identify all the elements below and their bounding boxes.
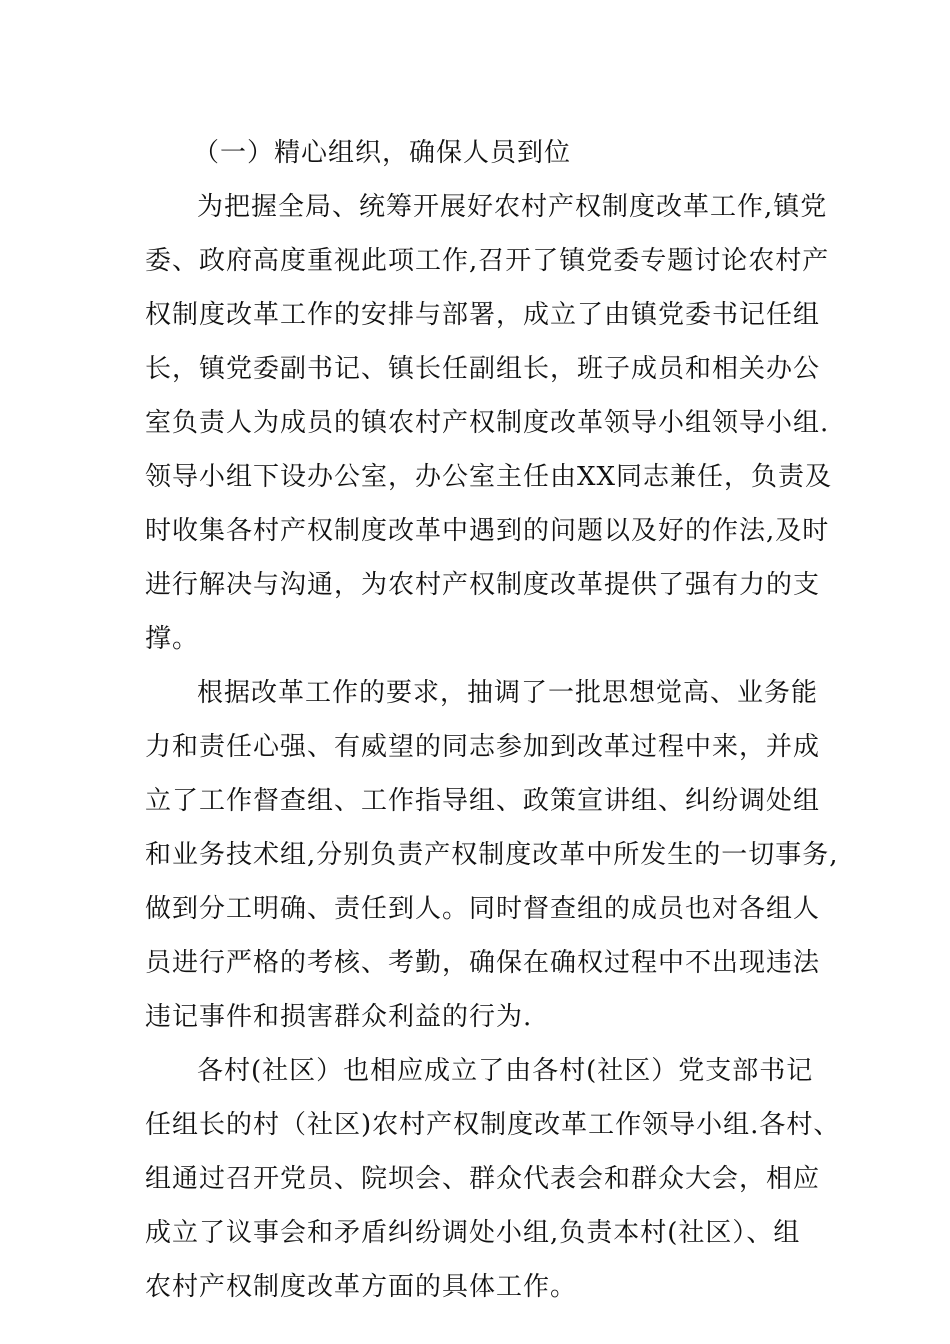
document-body [145,126,841,1314]
paragraph-line: 室负责人为成员的镇农村产权制度改革领导小组领导小组. [145,408,830,438]
paragraph-line: 领导小组下设办公室，办公室主任由XX同志兼任，负责及 [145,462,833,492]
paragraph-line: 委、政府高度重视此项工作,召开了镇党委专题讨论农村产 [145,246,830,276]
paragraph-line: 违记事件和损害群众利益的行为. [145,1002,533,1032]
paragraph-3 [145,1044,841,1314]
paragraph-2 [145,666,839,1044]
paragraph-line: 长，镇党委副书记、镇长任副组长，班子成员和相关办公 [145,354,821,384]
paragraph-line: 进行解决与沟通，为农村产权制度改革提供了强有力的支 [145,570,821,600]
paragraph-line: 为把握全局、统筹开展好农村产权制度改革工作,镇党 [197,192,828,222]
paragraph-1 [145,180,833,666]
paragraph-line: 组通过召开党员、院坝会、群众代表会和群众大会，相应 [145,1164,821,1194]
paragraph-line: 力和责任心强、有威望的同志参加到改革过程中来，并成 [145,732,821,762]
paragraph-line: 和业务技术组,分别负责产权制度改革中所发生的一切事务, [145,840,839,870]
paragraph-line: 根据改革工作的要求，抽调了一批思想觉高、业务能 [197,678,819,708]
paragraph-line: 时收集各村产权制度改革中遇到的问题以及好的作法,及时 [145,516,830,546]
section-heading: （一）精心组织，确保人员到位 [193,138,572,168]
paragraph-line: 成立了议事会和矛盾纠纷调处小组,负责本村(社区）、组 [145,1218,801,1248]
paragraph-line: 撑。 [145,624,200,654]
paragraph-line: 任组长的村（社区)农村产权制度改革工作领导小组.各村、 [145,1110,841,1140]
paragraph-line: 各村(社区）也相应成立了由各村(社区）党支部书记 [197,1056,814,1086]
paragraph-line: 员进行严格的考核、考勤，确保在确权过程中不出现违法 [145,948,821,978]
paragraph-line: 农村产权制度改革方面的具体工作。 [145,1272,578,1302]
paragraph-line: 做到分工明确、责任到人。同时督查组的成员也对各组人 [145,894,821,924]
paragraph-line: 立了工作督查组、工作指导组、政策宣讲组、纠纷调处组 [145,786,821,816]
paragraph-line: 权制度改革工作的安排与部署，成立了由镇党委书记任组 [145,300,821,330]
